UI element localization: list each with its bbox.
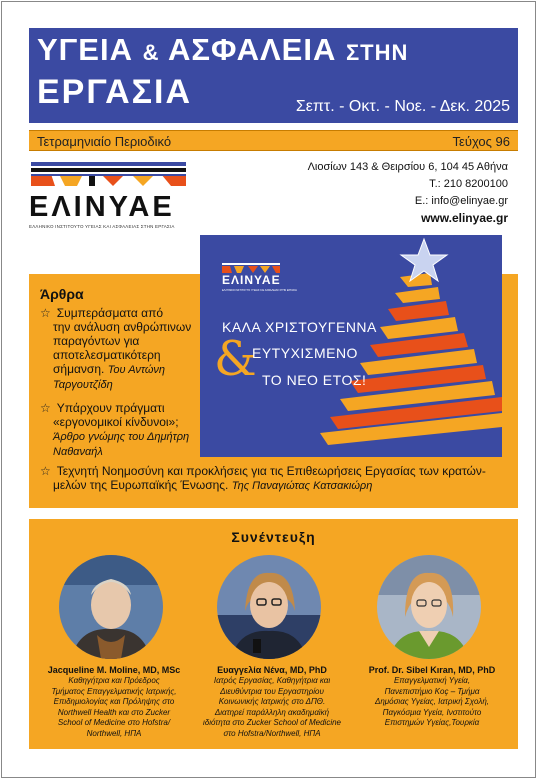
interview-section — [29, 519, 518, 749]
star-icon: ☆ — [40, 306, 51, 320]
interviewee-photo — [377, 555, 481, 659]
logo-stripes-graphic — [31, 162, 186, 186]
xmas-logo-tagline: ΕΛΛΗΝΙΚΟ ΙΝΣΤΙΤΟΥΤΟ ΥΓΕΙΑΣ ΚΑΙ ΑΣΦΑΛΕΙΑΣ ΣΤΗΝ ΕΡΓΑΣΙΑ — [222, 289, 297, 292]
contact-address: Λιοσίων 143 & Θειρσίου 6, 104 45 Αθήνα — [307, 161, 508, 173]
article-author: Της Παναγιώτας Κατσακιώρη — [231, 480, 373, 492]
article-title-line: Τεχνητή Νοημοσύνη και προκλήσεις για τις Επιθεωρήσεις Εργασίας των κρατών- — [56, 464, 486, 478]
contact-info — [308, 159, 508, 227]
xmas-logo-word: ΕΛΙΝΥΑΕ — [222, 273, 281, 287]
logo-wordmark: ΕΛΙΝΥΑΕ — [29, 191, 175, 223]
article-title-line: Υπάρχουν πράγματι — [56, 401, 165, 415]
issue-date: Σεπτ. - Οκτ. - Νοε. - Δεκ. 2025 — [295, 98, 510, 115]
issue-number: Τεύχος 96 — [452, 134, 510, 149]
articles-heading: Άρθρα — [40, 286, 84, 302]
title-word-safety: ΑΣΦΑΛΕΙΑ — [167, 32, 337, 67]
star-icon: ☆ — [40, 464, 51, 478]
periodical-type: Τετραμηνιαίο Περιοδικό — [37, 134, 172, 149]
masthead-title-line1 — [37, 32, 408, 68]
interview-heading: Συνέντευξη — [231, 529, 316, 545]
interviewee-photo — [217, 555, 321, 659]
article-title-line: παραγόντων για — [53, 334, 140, 348]
greeting-ampersand: & — [214, 331, 257, 387]
title-word-in: ΣΤΗΝ — [345, 40, 409, 65]
interviewee-name: Jacqueline M. Moline, MD, MSc — [47, 665, 181, 675]
interviewee-name: Prof. Dr. Sibel Kıran, MD, PhD — [368, 665, 496, 675]
article-title-line: «εργονομικοί κίνδυνοι»; — [53, 415, 179, 429]
masthead — [29, 28, 518, 123]
title-ampersand: & — [142, 40, 160, 65]
article-item[interactable] — [40, 464, 515, 493]
article-author: Του Αντώνη — [107, 364, 166, 376]
article-title-line: σήμανση. — [53, 362, 105, 376]
article-title-line: μελών της Ευρωπαϊκής Ένωσης. — [53, 478, 229, 492]
contact-email[interactable]: E.: info@elinyae.gr — [414, 195, 508, 207]
xmas-logo-stripes — [222, 263, 280, 273]
interviewee-description: Ιατρός Εργασίας, Καθηγήτρια και Διευθύντρια του Εργαστηρίου Κοινωνικής Ιατρικής στο ΔΠΘ. Διατηρεί παράλληλη ακαδημαϊκή ιδιότητα στο Zucker School of Medicine στο Hofstra/Northwell, ΗΠΑ — [202, 676, 341, 738]
contact-website[interactable]: www.elinyae.gr — [421, 211, 508, 225]
contact-phone: Τ.: 210 8200100 — [429, 178, 508, 190]
interviewee-name: Ευαγγελία Νένα, MD, PhD — [217, 665, 327, 675]
article-item[interactable] — [40, 401, 210, 459]
masthead-title-line2: ΕΡΓΑΣΙΑ — [37, 73, 193, 111]
subtitle-bar — [29, 130, 518, 151]
greeting-line3: ΤΟ ΝΕΟ ΕΤΟΣ! — [262, 372, 367, 388]
logo-tagline: ΕΛΛΗΝΙΚΟ ΙΝΣΤΙΤΟΥΤΟ ΥΓΕΙΑΣ ΚΑΙ ΑΣΦΑΛΕΙΑΣ ΣΤΗΝ ΕΡΓΑΣΙΑ — [29, 224, 175, 229]
interviewee-photo — [59, 555, 163, 659]
greeting-line2: ΕΥΤΥΧΙΣΜΕΝΟ — [252, 345, 358, 361]
article-item[interactable] — [40, 306, 205, 392]
article-title-line: την ανάλυση ανθρώπινων — [53, 320, 192, 334]
article-title-line: αποτελεσματικότερη — [53, 348, 161, 362]
article-title-line: Συμπεράσματα από — [56, 306, 164, 320]
article-author: Ναθαναήλ — [53, 446, 103, 458]
interviewee-description: Επαγγελματική Υγεία, Πανεπιστήμιο Koç – Τμήμα Δημόσιας Υγείας, Ιατρική Σχολή, Παγκόσμια Υγεία, Ινστιτούτο Επιστημών Υγείας,Τουρκία — [374, 676, 490, 727]
article-author: Ταργουτζίδη — [53, 379, 113, 391]
christmas-greeting-card — [200, 235, 502, 457]
greeting-line1: ΚΑΛΑ ΧΡΙΣΤΟΥΓΕΝΝΑ — [222, 319, 377, 335]
elinyae-logo — [29, 160, 189, 230]
interviewee-description: Καθηγήτρια και Πρόεδρος Τμήματος Επαγγελματικής Ιατρικής, Επιδημιολογίας και Πρόληψης στο Northwell Health και στο Zucker School of Medicine στο Hofstra/ Northwell, ΗΠΑ — [51, 676, 177, 738]
title-word-health: ΥΓΕΙΑ — [37, 32, 133, 67]
article-author: Άρθρο γνώμης του Δημήτρη — [53, 431, 190, 443]
star-icon: ☆ — [40, 401, 51, 415]
